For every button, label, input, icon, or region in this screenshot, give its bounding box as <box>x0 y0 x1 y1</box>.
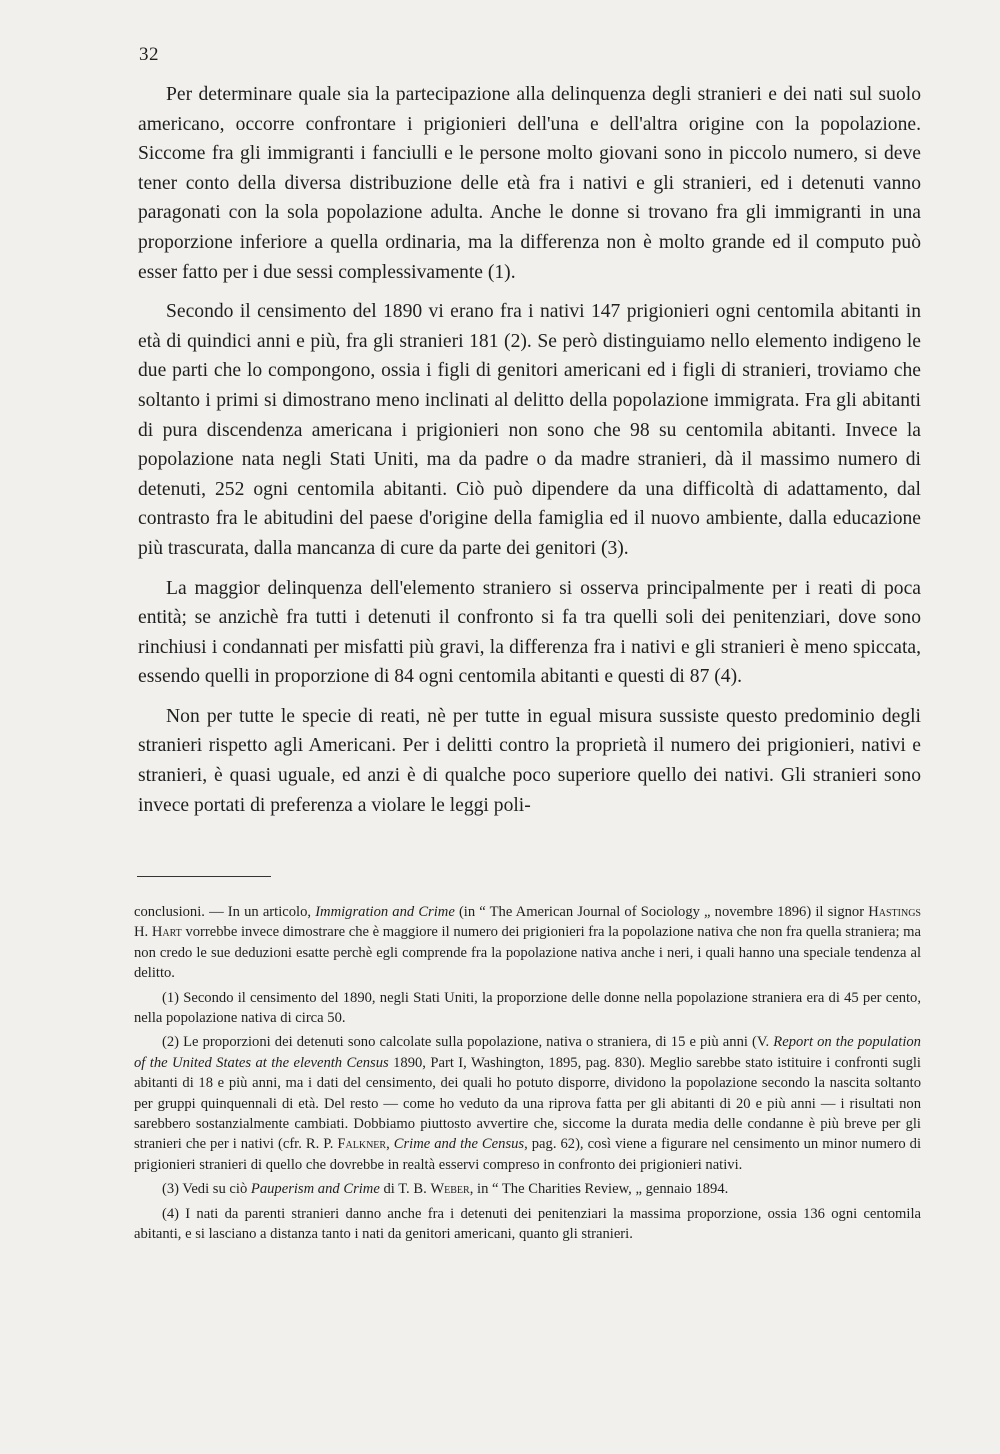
footnote-text: (3) Vedi su ciò <box>162 1181 251 1198</box>
footnote-text: , in “ The Charities Review, „ gennaio 1894. <box>469 1181 729 1198</box>
footnote-title: Crime and the Census <box>393 1136 525 1153</box>
footnote-title: Pauperism and Crime <box>250 1181 380 1198</box>
footnote-text: , pag. 62), così viene a figurare nel censimento un minor numero di prigionieri stranieri di quello che dovrebbe in realtà esservi compreso in confronto dei prigionieri nativi. <box>134 1136 922 1173</box>
footnote-text: di T. B. <box>379 1181 431 1198</box>
footnote-author: Hart <box>151 924 182 941</box>
footnote-text: , <box>386 1136 394 1153</box>
paragraph-2: Secondo il censimento del 1890 vi erano fra i nativi 147 prigionieri ogni centomila abitanti in età di quindici anni e più, fra gli stranieri 181 (2). Se però distinguiamo nello elemento indigeno le due parti che lo compongono, ossia i figli di genitori americani ed i figli di stranieri, troviamo che soltanto i primi si dimostrano meno inclinati al delitto della popolazione immigrata. Fra gli abitanti di pura discendenza americana i prigionieri non sono che 98 su centomila abitanti. Invece la popolazione nata negli Stati Uniti, ma da padre o da madre stranieri, dà il massimo numero di detenuti, 252 ogni centomila abitanti. Ciò può dipendere da una difficoltà di adattamento, dal contrasto fra le abitudini del paese d'origine della famiglia ed il nuovo ambiente, dalla educazione più trascurata, dalla mancanza di cure da parte dei genitori (3). <box>138 301 921 559</box>
footnote-text: H. <box>134 924 152 941</box>
paragraph-1: Per determinare quale sia la partecipazione alla delinquenza degli stranieri e dei nati sul suolo americano, occorre confrontare i prigionieri dell'una e dell'altra origine con la popolazione. Siccome fra gli immigranti i fanciulli e le persone molto giovani sono in piccolo numero, si deve tener conto della diversa distribuzione delle età fra i nativi e gli stranieri, ed i detenuti vanno paragonati con la sola popolazione adulta. Anche le donne si trovano fra gli immigranti in una proporzione inferiore a quella ordinaria, ma la differenza non è molto grande ed il computo può esser fatto per i due sessi complessivamente (1). <box>138 84 921 283</box>
footnote-4: (4) I nati da parenti stranieri danno anche fra i detenuti dei penitenziari la massima proporzione, ossia 136 ogni centomila abitanti, e si lasciano a distanza tanto i nati da genitori americani, quanto gli stranieri. <box>134 1205 921 1243</box>
footnote-text: (in “ The American Journal of Sociology „ novembre 1896) il signor <box>454 904 869 920</box>
footnote-text: 1890, Part I, Washington, 1895, pag. 830). Meglio sarebbe stato istituire i confronti sugli abitanti di 18 e più anni, ma i dati del censimento, dei quali ho potuto disporre, dividono la popolazione secondo la nascita soltanto per gruppi quinquennali di età. Del resto — come ho veduto da una riprova fatta per gli abitanti di 20 e più anni — i risultati non sarebbero sostanzialmente cambiati. Dobbiamo piuttosto avvertire che, siccome la durata media delle condanne è più breve per gli stranieri che per i nativi (cfr. R. P. <box>134 1054 921 1153</box>
footnote-3 <box>134 1179 921 1199</box>
footnote-author: Hastings <box>868 904 921 920</box>
footnote-title: Report on the population of the United States at the eleventh Census <box>134 1034 921 1071</box>
footnote-rule <box>137 876 271 877</box>
footnote-text: (2) Le proporzioni dei detenuti sono calcolate sulla popolazione, nativa o straniera, di 15 e più anni (V. <box>162 1034 774 1051</box>
footnote-text: conclusioni. — In un articolo, <box>134 904 316 920</box>
footnote-author: Weber <box>430 1181 470 1198</box>
footnote-continuation <box>134 902 921 984</box>
footnote-2 <box>134 1032 921 1175</box>
paragraph-4: Non per tutte le specie di reati, nè per tutte in egual misura sussiste questo predominio degli stranieri rispetto agli Americani. Per i delitti contro la proprietà il numero dei prigionieri, nativi e stranieri, è quasi uguale, ed anzi è di qualche poco superiore quello dei nativi. Gli stranieri sono invece portati di preferenza a violare le leggi poli- <box>138 705 921 816</box>
paragraph-3: La maggior delinquenza dell'elemento straniero si osserva principalmente per i reati di poca entità; se anzichè fra tutti i detenuti il confronto si fa tra quelli soli dei penitenziari, dove sono rinchiusi i condannati per misfatti più gravi, la differenza fra i nativi e gli stranieri è meno spiccata, essendo quelli in proporzione di 84 ogni centomila abitanti e questi di 87 (4). <box>138 577 921 688</box>
footnotes <box>134 902 921 1249</box>
page-number: 32 <box>139 44 159 65</box>
footnote-title: Immigration and Crime <box>315 904 455 920</box>
footnote-1: (1) Secondo il censimento del 1890, negli Stati Uniti, la proporzione delle donne nella popolazione straniera era di 45 per cento, nella popolazione nativa di circa 50. <box>134 989 921 1027</box>
footnote-author: Falkner <box>337 1136 387 1153</box>
body-text <box>138 80 921 830</box>
footnote-text: vorrebbe invece dimostrare che è maggiore il numero dei prigionieri fra la popolazione nativa che non fra quella straniera; ma non credo le sue deduzioni esatte perchè egli comprende fra la popolazione nativa anche i neri, i quali hanno una speciale tendenza al delitto. <box>134 924 921 982</box>
